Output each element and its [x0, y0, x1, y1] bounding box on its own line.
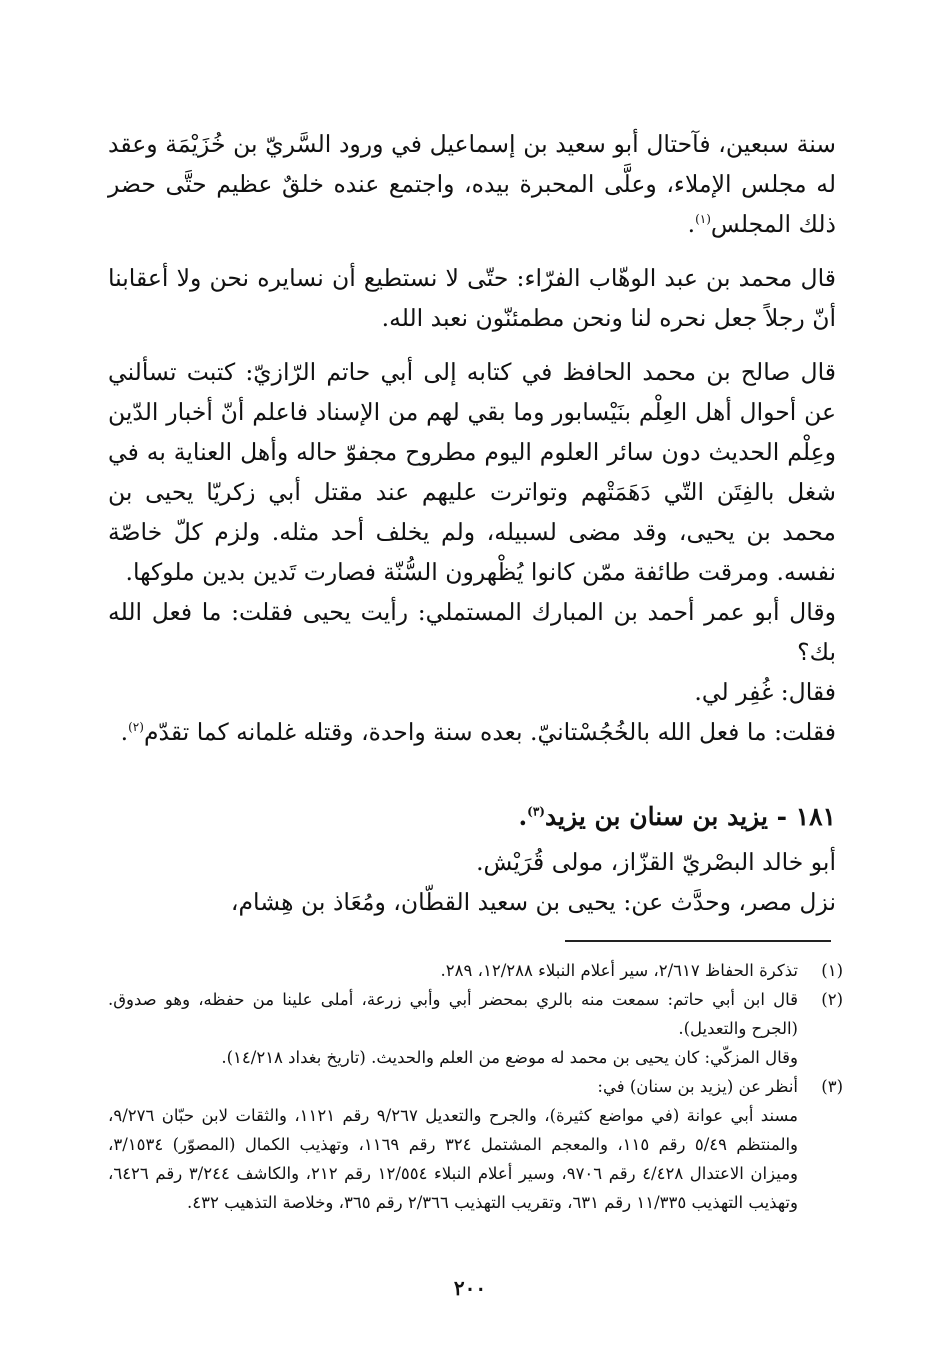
- paragraph-5: فقال: غُفِر لي.: [694, 678, 836, 706]
- footnote-number: [798, 1101, 843, 1217]
- paragraph-1-text: سنة سبعين، فآحتال أبو سعيد بن إسماعيل في ورود السَّريّ بن خُزَيْمَة وعقد له مجلس الإملاء، وعلَّى المحبرة بيده، واجتمع عنده خلقٌ عظيم حتَّى حضر ذلك المجلس: [108, 130, 836, 238]
- footnote-separator: [565, 940, 831, 942]
- footnote-text: تذكرة الحفاظ ٢/٦١٧، سير أعلام النبلاء ١٢/٢٨٨، ٢٨٩.: [440, 961, 798, 980]
- footnote-number: [798, 1043, 843, 1072]
- paragraph-2: قال محمد بن عبد الوهّاب الفرّاء: حتّى لا نستطيع أن نسايره نحن ولا أعقابنا أنّ رجلاً جعل نحره لنا ونحن مطمئنّون نعبد الله.: [108, 264, 836, 332]
- footnote-ref-3: (٣): [527, 804, 545, 819]
- paragraph-1-end: .: [687, 210, 696, 238]
- footnote-text: وقال المزكّي: كان يحيى بن محمد له موضع من العلم والحديث. (تاريخ بغداد ١٤/٢١٨).: [221, 1048, 798, 1067]
- footnote-text: مسند أبي عوانة (في مواضع كثيرة)، والجرح والتعديل ٩/٢٦٧ رقم ١١٢١، والثقات لابن حبّان ٩/٢٧٦، والمنتظم ٥/٤٩ رقم ١١٥، والمعجم المشتمل ٣٢٤ رقم ١١٦٩، وتهذيب الكمال (المصوّر) ٣/١٥٣٤، وميزان الاعتدال ٤/٤٢٨ رقم ٩٧٠٦، وسير أعلام النبلاء ١٢/٥٥٤ رقم ٢١٢، والكاشف ٣/٢٤٤ رقم ٦٤٢٦، وتهذيب التهذيب ١١/٣٣٥ رقم ٦٣١، وتقريب التهذيب ٢/٣٦٦ رقم ٣٦٥، وخلاصة التذهيب ٤٣٢.: [108, 1106, 799, 1212]
- footnote-text: قال ابن أبي حاتم: سمعت منه بالري بمحضر أبي وأبي زرعة، أملى علينا من حفظه، وهو صدوق. (الجرح والتعديل).: [108, 990, 798, 1038]
- paragraph-6-end: .: [120, 718, 129, 746]
- footnote-1: [108, 956, 843, 985]
- paragraph-3: قال صالح بن محمد الحافظ في كتابه إلى أبي حاتم الرّازيّ: كتبت تسألني عن أحوال أهل العِلْم بنَيْسابور وما بقي لهم من الإسناد فاعلم أنّ أخبار الدّين وعِلْم الحديث دون سائر العلوم اليوم مطروح مجفوّ حاله وأهل العناية به في شغل بالفِتَن التّي دَهَمَتْهم وتواترت عليهم عند مقتل أبي زكريّا يحيى بن محمد بن يحيى، وقد مضى لسبيله، ولم يخلف أحد مثله. ولزم كلّ خاصّة نفسه. ومرقت طائفة ممّن كانوا يُظْهرون السُّنّة فصارت تَدين بدين ملوكها.: [108, 358, 836, 586]
- footnote-number: (١): [821, 961, 843, 980]
- entry-line-1: أبو خالد البصْريّ القزّاز، مولى قُرَيْش.: [476, 848, 836, 876]
- entry-line-2: نزل مصر، وحدَّث عن: يحيى بن سعيد القطّان، ومُعَاذ بن هِشام،: [230, 888, 836, 916]
- entry-body: [108, 842, 836, 922]
- footnote-3: [108, 1072, 843, 1101]
- footnote-text: أنظر عن (يزيد بن سنان) في:: [597, 1077, 798, 1096]
- footnote-ref-2: (٢): [128, 720, 144, 735]
- footnote-3-sources: [108, 1101, 843, 1217]
- paragraph-6: [108, 712, 836, 752]
- page-number: ٢٠٠: [453, 1276, 487, 1300]
- paragraph-4: وقال أبو عمر أحمد بن المبارك المستملي: رأيت يحيى فقلت: ما فعل الله بك؟: [108, 598, 836, 666]
- entry-heading-text: ١٨١ - يزيد بن سنان بن يزيد: [544, 802, 836, 831]
- paragraph-1: [108, 124, 836, 244]
- footnotes: [108, 956, 843, 1217]
- entry-heading: [108, 796, 836, 838]
- footnote-ref-1: (١): [695, 212, 711, 227]
- footnote-number: (٣): [821, 1077, 843, 1096]
- paragraph-6-text: فقلت: ما فعل الله بالخُجُسْتانيّ. بعده سنة واحدة، وقتله غلمانه كما تقدّم: [143, 718, 836, 746]
- main-text: [108, 124, 836, 752]
- footnote-number: (٢): [821, 990, 843, 1009]
- footnote-2-continued: [108, 1043, 843, 1072]
- footnote-2: [108, 985, 843, 1043]
- entry-heading-end: .: [518, 802, 528, 831]
